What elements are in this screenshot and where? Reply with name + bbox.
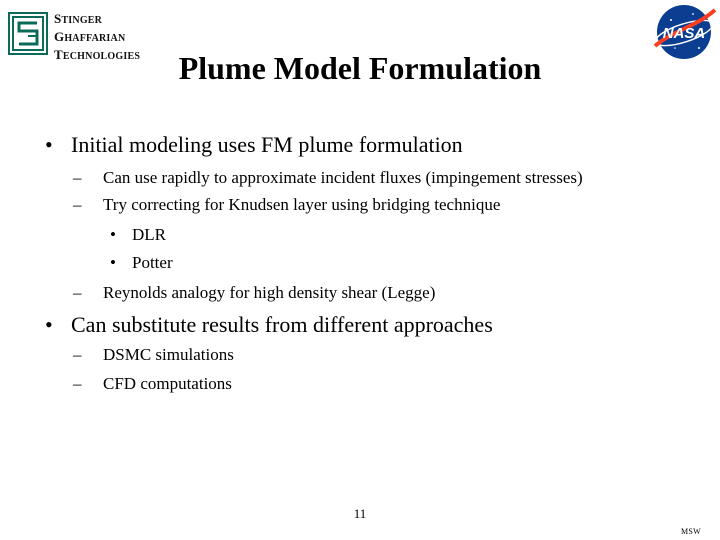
bullet-item-1: [45, 132, 463, 158]
bullet-marker: •: [110, 253, 116, 272]
sub-item-text: CFD computations: [103, 374, 232, 393]
company-line-2: GHAFFARIAN: [54, 29, 126, 44]
company-line-1-rest: TINGER: [61, 15, 103, 26]
slide-title: Plume Model Formulation: [178, 50, 542, 86]
sub-item: [73, 282, 435, 304]
bullet-marker: •: [45, 132, 53, 157]
dash-marker: –: [73, 168, 82, 187]
bullet-marker: •: [110, 225, 116, 244]
bullet-marker: •: [45, 312, 53, 337]
sub-item: [73, 373, 232, 395]
sub-item-text: Can use rapidly to approximate incident fluxes (impingement stresses): [103, 168, 583, 187]
dash-marker: –: [73, 283, 82, 302]
sub-item-text: Try correcting for Knudsen layer using bridging technique: [103, 195, 501, 214]
author-initials: MSW: [681, 527, 702, 536]
sub-sub-item-text: DLR: [132, 225, 166, 244]
dash-marker: –: [73, 374, 82, 393]
sub-item: [73, 167, 583, 189]
sub-item: [73, 344, 234, 366]
dash-marker: –: [73, 195, 82, 214]
sub-item-text: Reynolds analogy for high density shear (Legge): [103, 283, 436, 302]
sub-sub-item: [110, 224, 166, 246]
sub-item-text: DSMC simulations: [103, 345, 234, 364]
bullet-text: Initial modeling uses FM plume formulation: [71, 132, 463, 157]
company-line-1: STINGER: [54, 11, 103, 26]
dash-marker: –: [73, 345, 82, 364]
sub-item: [73, 194, 500, 216]
page-number: 11: [353, 506, 367, 521]
sub-sub-item-text: Potter: [132, 253, 173, 272]
nasa-wordmark: NASA: [662, 25, 706, 42]
bullet-text: Can substitute results from different approaches: [71, 312, 493, 337]
company-line-3: TECHNOLOGIES: [54, 47, 141, 62]
sub-sub-item: [110, 252, 173, 274]
bullet-item-2: [45, 312, 493, 338]
